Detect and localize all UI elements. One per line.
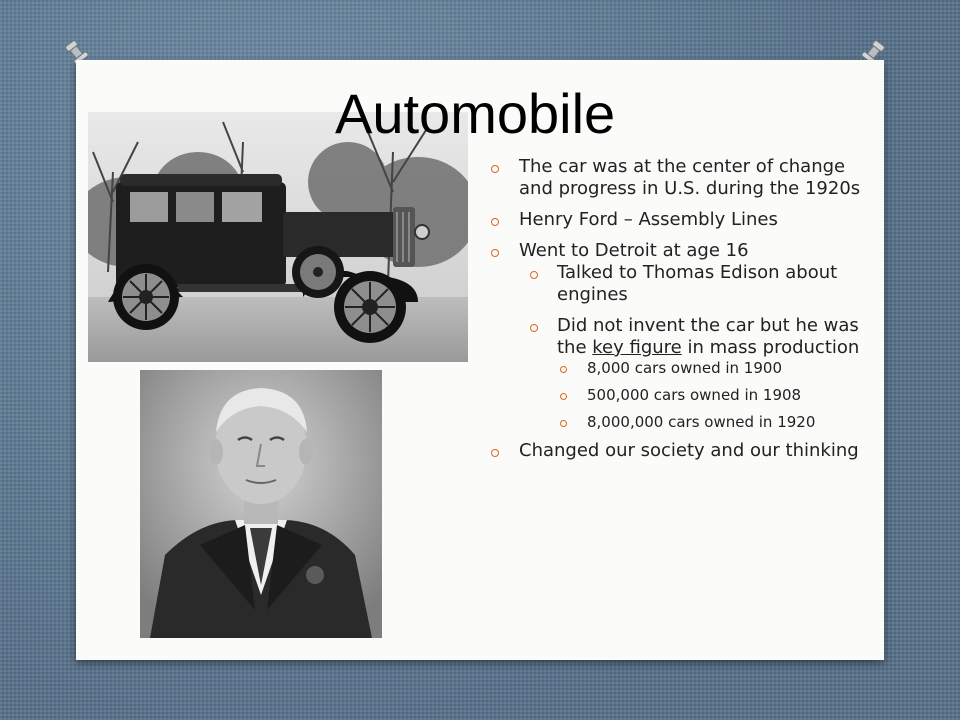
henry-ford-portrait-photo: [140, 370, 382, 638]
bullet-item: [490, 240, 862, 431]
sub-bullet-item: [491, 262, 862, 306]
bullet-icon: [560, 366, 567, 373]
bullet-item: [490, 156, 862, 200]
bullet-item: [490, 209, 862, 231]
sub-bullet-item: [491, 315, 862, 431]
bullet-icon: [491, 218, 499, 226]
sub-bullet-text-start: Did not invent the car but he was the: [557, 315, 859, 358]
stat-item: [489, 359, 862, 377]
bullet-text: Henry Ford – Assembly Lines: [519, 209, 778, 230]
key-figure-link[interactable]: key figure: [592, 337, 682, 358]
bullet-icon: [560, 393, 567, 400]
slide-title: Automobile: [335, 82, 616, 145]
bullet-icon: [530, 271, 538, 279]
stat-text: 500,000 cars owned in 1908: [587, 386, 802, 404]
bullet-icon: [491, 249, 499, 257]
bullet-icon: [560, 420, 567, 427]
vintage-car-photo: [88, 112, 468, 362]
stat-text: 8,000 cars owned in 1900: [587, 359, 782, 377]
bullet-icon: [491, 165, 499, 173]
stat-item: [489, 413, 862, 431]
bullet-list: [490, 156, 862, 471]
bullet-icon: [530, 324, 538, 332]
sub-bullet-text-end: in mass production: [681, 337, 860, 358]
bullet-text: The car was at the center of change and progress in U.S. during the 1920s: [519, 156, 861, 199]
bullet-text: Went to Detroit at age 16: [519, 240, 749, 261]
stat-text: 8,000,000 cars owned in 1920: [587, 413, 816, 431]
bullet-icon: [491, 449, 499, 457]
bullet-item: [490, 440, 862, 462]
stat-item: [489, 386, 862, 404]
sub-bullet-text: Talked to Thomas Edison about engines: [557, 262, 838, 305]
bullet-text: Changed our society and our thinking: [519, 440, 859, 461]
